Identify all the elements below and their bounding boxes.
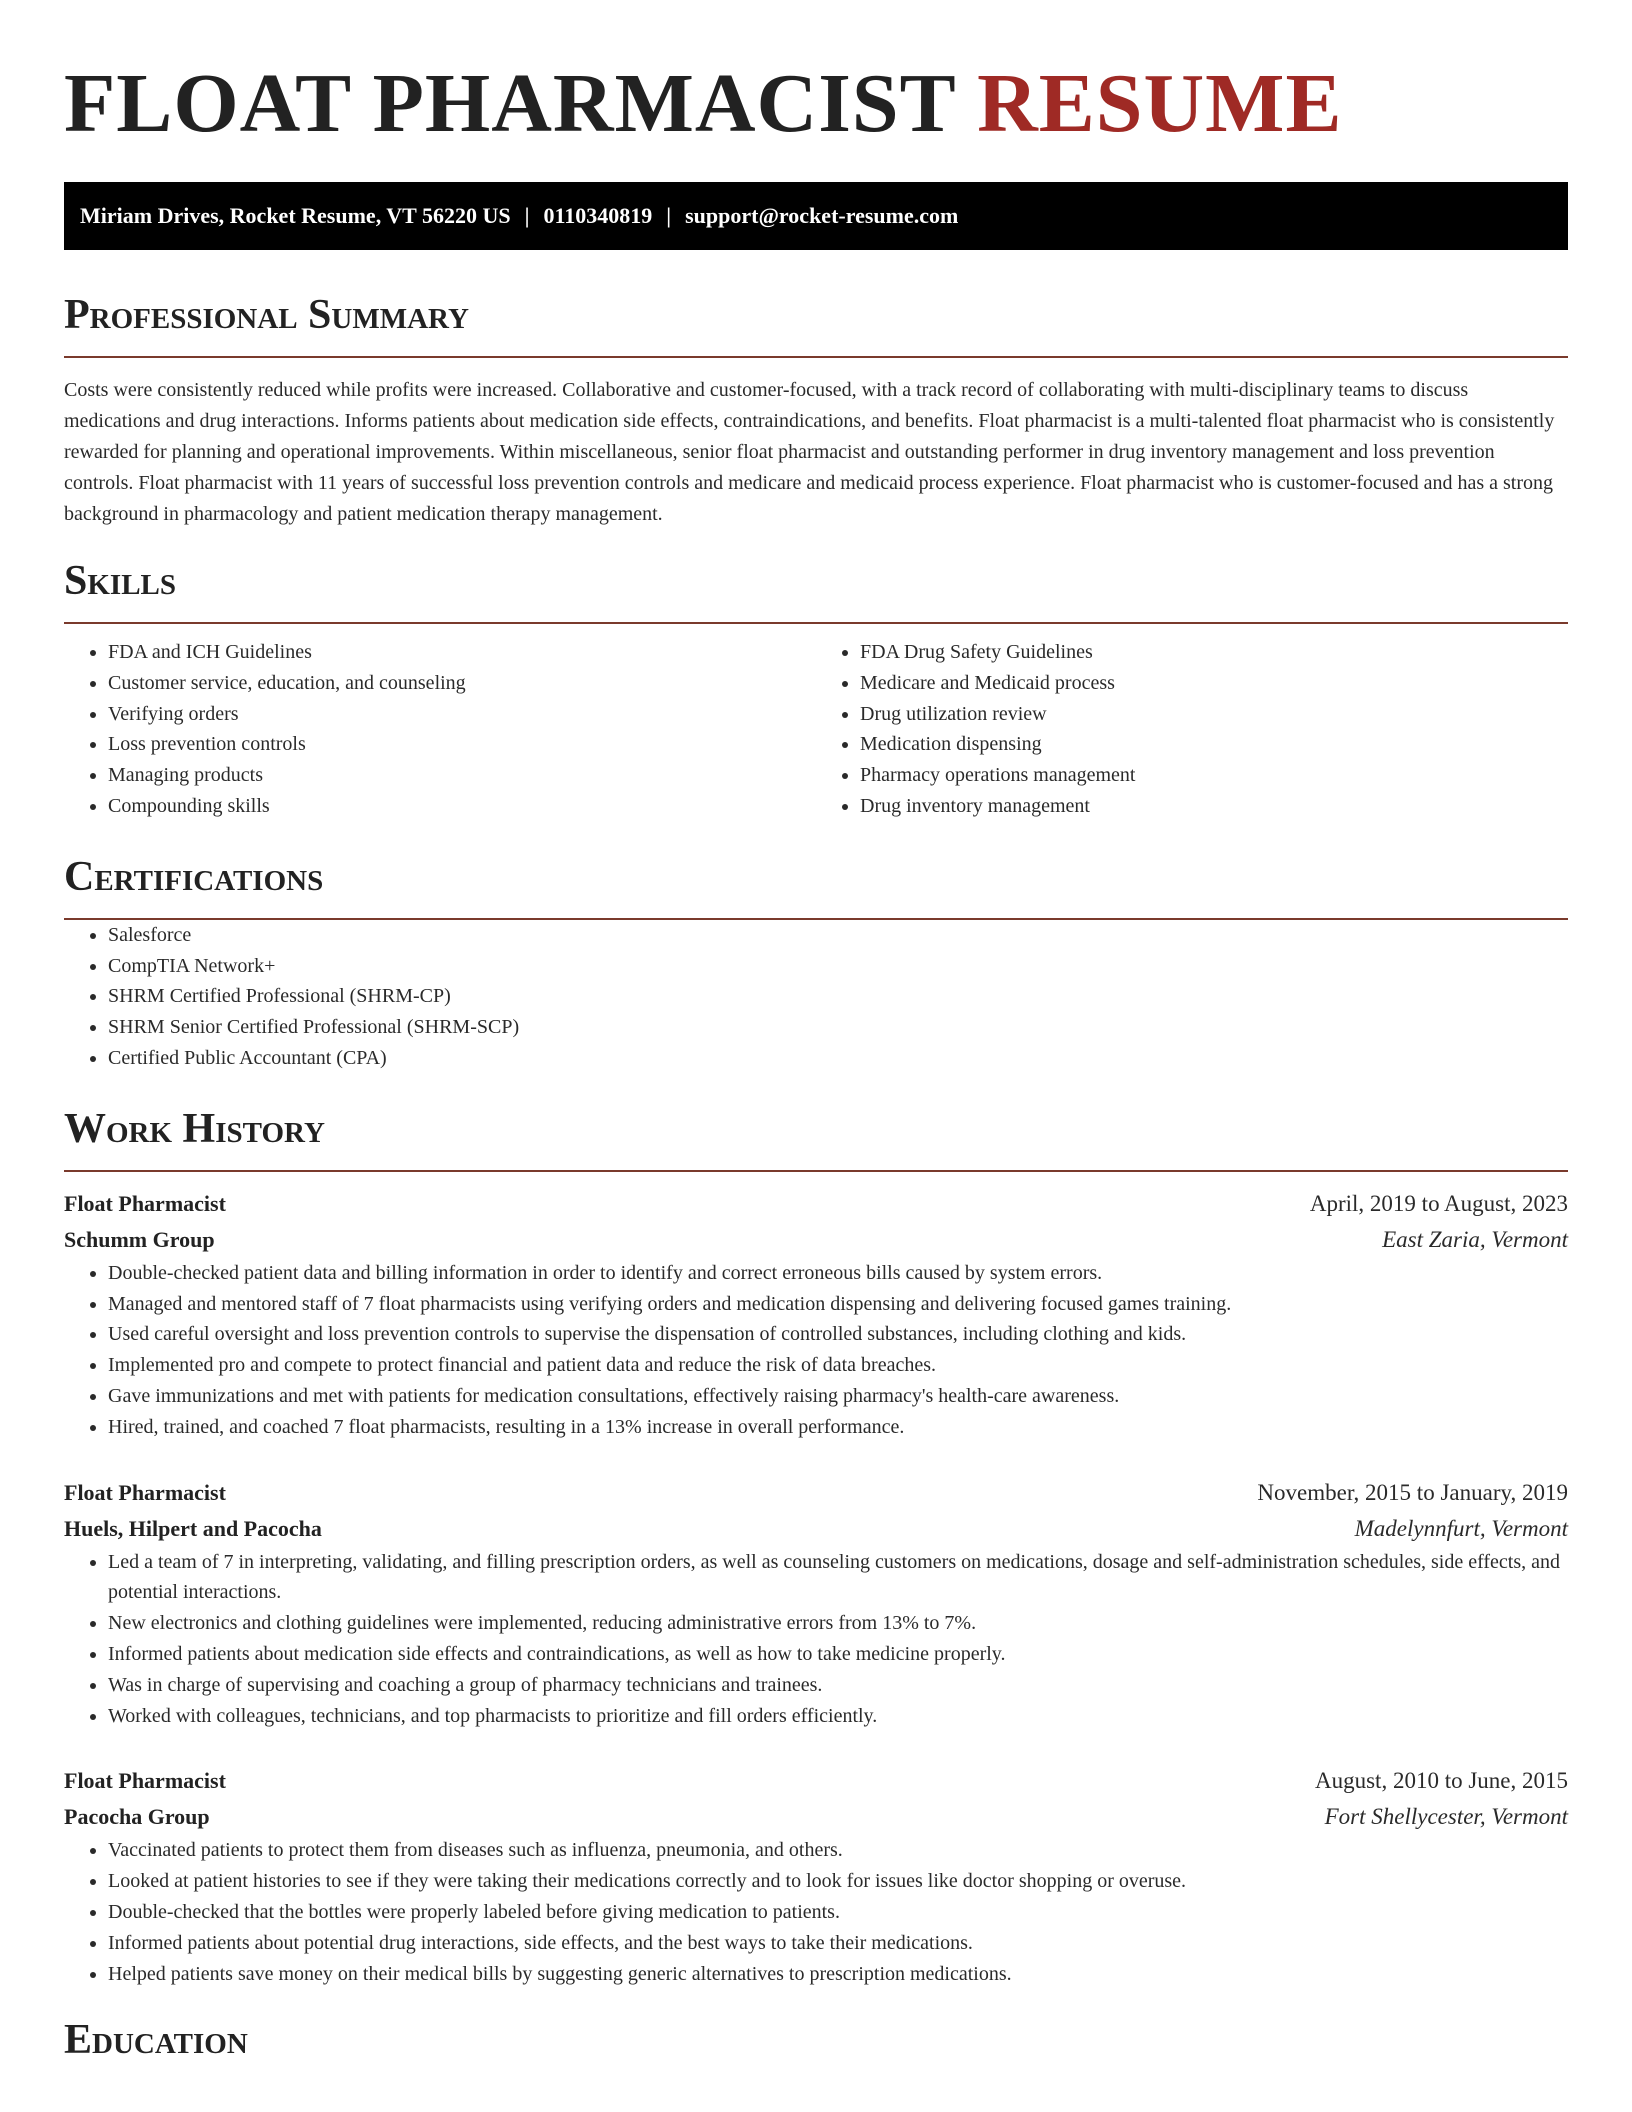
job-bullet: • New electronics and clothing guidelines were implemented, reducing administrative errors from 13% to 7%. [108, 1608, 1568, 1639]
contact-bar [64, 182, 1568, 250]
job-bullet: • Worked with colleagues, technicians, and top pharmacists to prioritize and fill orders efficiently. [108, 1701, 1568, 1732]
job-entry [64, 1475, 1568, 1732]
job-company: Pacocha Group [64, 1804, 210, 1830]
job-bullet: • Hired, trained, and coached 7 float pharmacists, resulting in a 13% increase in overall performance. [108, 1412, 1568, 1443]
job-company-row [64, 1222, 1568, 1258]
skill-item: • Drug inventory management [860, 791, 1568, 822]
job-bullet: • Gave immunizations and met with patients for medication consultations, effectively raising pharmacy's health-care awareness. [108, 1381, 1568, 1412]
education-heading: Education [64, 2017, 248, 2064]
job-role: Float Pharmacist [64, 1190, 226, 1216]
job-bullet: • Looked at patient histories to see if they were taking their medications correctly and to look for issues like doctor shopping or overuse. [108, 1866, 1568, 1897]
job-bullet: • Double-checked patient data and billing information in order to identify and correct erroneous bills caused by system errors. [108, 1258, 1568, 1289]
job-role: Float Pharmacist [64, 1479, 226, 1505]
contact-address: Miriam Drives, Rocket Resume, VT 56220 US [80, 203, 511, 228]
job-dates: November, 2015 to January, 2019 [1257, 1479, 1568, 1505]
work-history-heading: Work History [64, 1104, 1568, 1172]
job-bullet: • Implemented pro and compete to protect financial and patient data and reduce the risk of data breaches. [108, 1350, 1568, 1381]
job-header-row [64, 1186, 1568, 1222]
certifications-list [64, 920, 1568, 1074]
skill-item: • Pharmacy operations management [860, 760, 1568, 791]
skill-item: • Managing products [108, 760, 816, 791]
job-company: Schumm Group [64, 1226, 215, 1252]
skill-item: • Loss prevention controls [108, 729, 816, 760]
job-bullets [64, 1835, 1568, 1989]
skill-item: • Verifying orders [108, 699, 816, 730]
job-bullet: • Informed patients about potential drug interactions, side effects, and the best ways to take their medications. [108, 1928, 1568, 1959]
job-location: Fort Shellycester, Vermont [1324, 1804, 1568, 1830]
skills-list-left [64, 637, 816, 822]
certification-item: • SHRM Senior Certified Professional (SHRM-SCP) [108, 1012, 1568, 1043]
job-header-row [64, 1475, 1568, 1511]
skills-list-right [816, 637, 1568, 822]
job-bullet: • Double-checked that the bottles were properly labeled before giving medication to patients. [108, 1897, 1568, 1928]
skill-item: • Customer service, education, and counseling [108, 668, 816, 699]
job-location: Madelynnfurt, Vermont [1354, 1515, 1568, 1541]
job-company-row [64, 1511, 1568, 1547]
job-location: East Zaria, Vermont [1382, 1226, 1568, 1252]
contact-separator: | [524, 203, 530, 228]
job-bullet: • Led a team of 7 in interpreting, validating, and filling prescription orders, as well as counseling customers on medications, dosage and self-administration schedules, side effects, and potential interactions. [108, 1547, 1568, 1609]
job-dates: April, 2019 to August, 2023 [1309, 1190, 1568, 1216]
job-dates: August, 2010 to June, 2015 [1315, 1768, 1568, 1794]
contact-separator: | [666, 203, 672, 228]
job-bullet: • Used careful oversight and loss prevention controls to supervise the dispensation of controlled substances, including clothing and kids. [108, 1319, 1568, 1350]
skill-item: • Medicare and Medicaid process [860, 668, 1568, 699]
summary-text: Costs were consistently reduced while profits were increased. Collaborative and customer-focused, with a track record of collaborating with multi-disciplinary teams to discuss medications and drug interactions. Informs patients about medication side effects, contraindications, and benefits. Float pharmacist is a multi-talented float pharmacist who is consistently rewarded for planning and operational improvements. Within miscellaneous, senior float pharmacist and outstanding performer in drug inventory management and loss prevention controls. Float pharmacist with 11 years of successful loss prevention controls and medicare and medicaid process experience. Float pharmacist who is customer-focused and has a strong background in pharmacology and patient medication therapy management. [64, 379, 1555, 525]
job-header-row [64, 1763, 1568, 1799]
job-bullet: • Managed and mentored staff of 7 float pharmacists using verifying orders and medication dispensing and delivering focused games training. [108, 1289, 1568, 1320]
job-bullet: • Helped patients save money on their medical bills by suggesting generic alternatives to prescription medications. [108, 1959, 1568, 1990]
summary-heading: Professional Summary [64, 290, 1568, 358]
job-bullets [64, 1547, 1568, 1732]
contact-email: support@rocket-resume.com [685, 203, 959, 228]
skill-item: • FDA Drug Safety Guidelines [860, 637, 1568, 668]
job-company-row [64, 1799, 1568, 1835]
certification-item: • Certified Public Accountant (CPA) [108, 1043, 1568, 1074]
skills-columns [64, 637, 1568, 822]
skills-heading: Skills [64, 556, 1568, 624]
resume-page [64, 0, 1568, 2081]
skill-item: • Medication dispensing [860, 729, 1568, 760]
skill-item: • Drug utilization review [860, 699, 1568, 730]
resume-title-accent: RESUME [977, 57, 1343, 150]
contact-phone: 0110340819 [543, 203, 653, 228]
certifications-heading: Certifications [64, 852, 1568, 920]
skill-item: • FDA and ICH Guidelines [108, 637, 816, 668]
resume-title [64, 58, 1568, 150]
certification-item: • Salesforce [108, 920, 1568, 951]
job-bullet: • Vaccinated patients to protect them from diseases such as influenza, pneumonia, and others. [108, 1835, 1568, 1866]
job-bullet: • Informed patients about medication side effects and contraindications, as well as how to take medicine properly. [108, 1639, 1568, 1670]
job-company: Huels, Hilpert and Pacocha [64, 1515, 322, 1541]
resume-title-main: FLOAT PHARMACIST [64, 57, 956, 150]
skill-item: • Compounding skills [108, 791, 816, 822]
certification-item: • SHRM Certified Professional (SHRM-CP) [108, 981, 1568, 1012]
certification-item: • CompTIA Network+ [108, 951, 1568, 982]
job-entry [64, 1763, 1568, 1989]
job-bullets [64, 1258, 1568, 1443]
job-entry [64, 1186, 1568, 1443]
job-bullet: • Was in charge of supervising and coaching a group of pharmacy technicians and trainees. [108, 1670, 1568, 1701]
job-role: Float Pharmacist [64, 1768, 226, 1794]
